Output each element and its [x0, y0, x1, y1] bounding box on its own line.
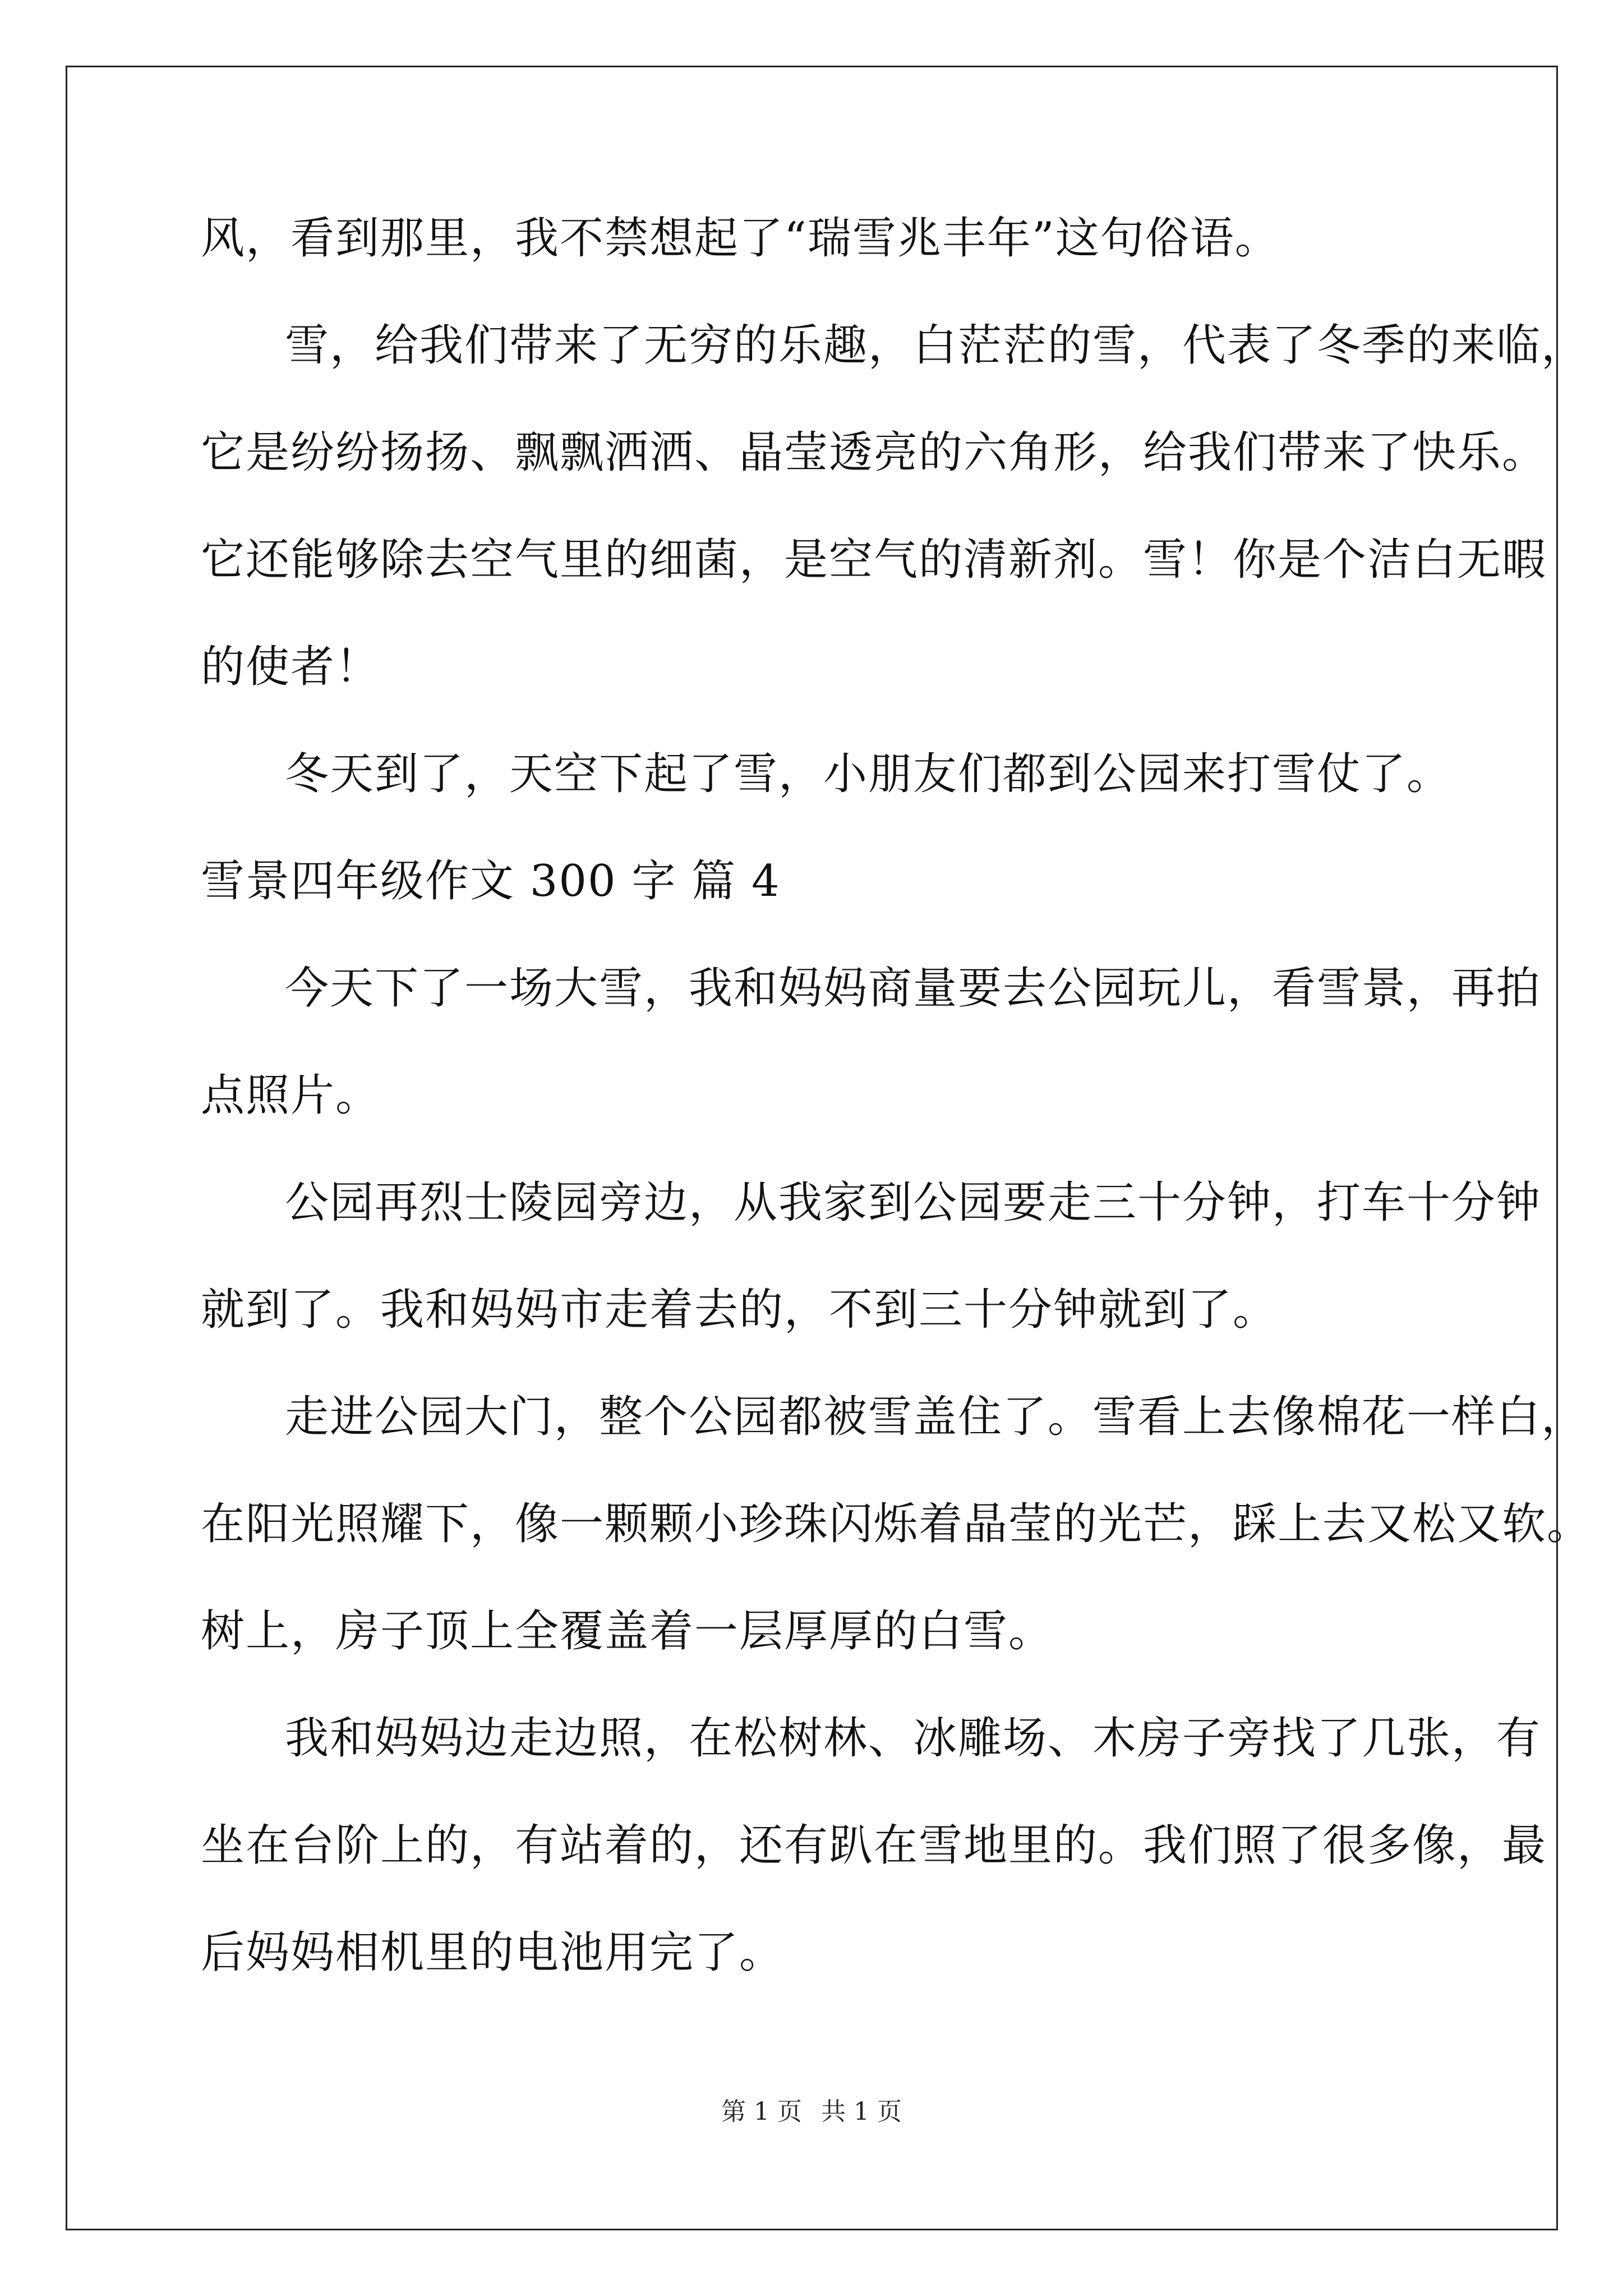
text-line: 坐在台阶上的，有站着的，还有趴在雪地里的。我们照了很多像，最 — [201, 1820, 1547, 1871]
page-footer — [0, 2091, 1623, 2127]
text-line: 它是纷纷扬扬、飘飘洒洒、晶莹透亮的六角形，给我们带来了快乐。 — [201, 427, 1547, 478]
text-line: 我和妈妈边走边照，在松树林、冰雕场、木房子旁找了几张，有 — [285, 1713, 1542, 1764]
text-line: 点照片。 — [201, 1070, 381, 1121]
text-line: 在阳光照耀下，像一颗颗小珍珠闪烁着晶莹的光芒，踩上去又松又软。 — [201, 1499, 1592, 1549]
text-line: 它还能够除去空气里的细菌，是空气的清新剂。雪！你是个洁白无暇 — [201, 535, 1547, 585]
section-heading: 雪景四年级作文 300 字 篇 4 — [201, 856, 781, 907]
text-line: 风，看到那里，我不禁想起了“瑞雪兆丰年”这句俗语。 — [201, 213, 1280, 264]
text-line: 后妈妈相机里的电池用完了。 — [201, 1927, 785, 1978]
text-line: 就到了。我和妈妈市走着去的，不到三十分钟就到了。 — [201, 1285, 1278, 1335]
text-line: 的使者！ — [201, 642, 381, 692]
text-line: 今天下了一场大雪，我和妈妈商量要去公园玩儿，看雪景，再拍 — [285, 963, 1542, 1014]
text-line: 走进公园大门，整个公园都被雪盖住了。雪看上去像棉花一样白， — [285, 1392, 1587, 1442]
document-body — [201, 210, 1592, 2032]
page-number-current: 第 1 页 — [721, 2097, 802, 2126]
page-number-total: 共 1 页 — [821, 2097, 902, 2126]
text-line: 雪，给我们带来了无穷的乐趣，白茫茫的雪，代表了冬季的来临， — [285, 320, 1587, 371]
text-line: 公园再烈士陵园旁边，从我家到公园要走三十分钟，打车十分钟 — [285, 1177, 1542, 1228]
text-line: 冬天到了，天空下起了雪，小朋友们都到公园来打雪仗了。 — [285, 749, 1452, 799]
text-line: 树上，房子顶上全覆盖着一层厚厚的白雪。 — [201, 1606, 1054, 1657]
